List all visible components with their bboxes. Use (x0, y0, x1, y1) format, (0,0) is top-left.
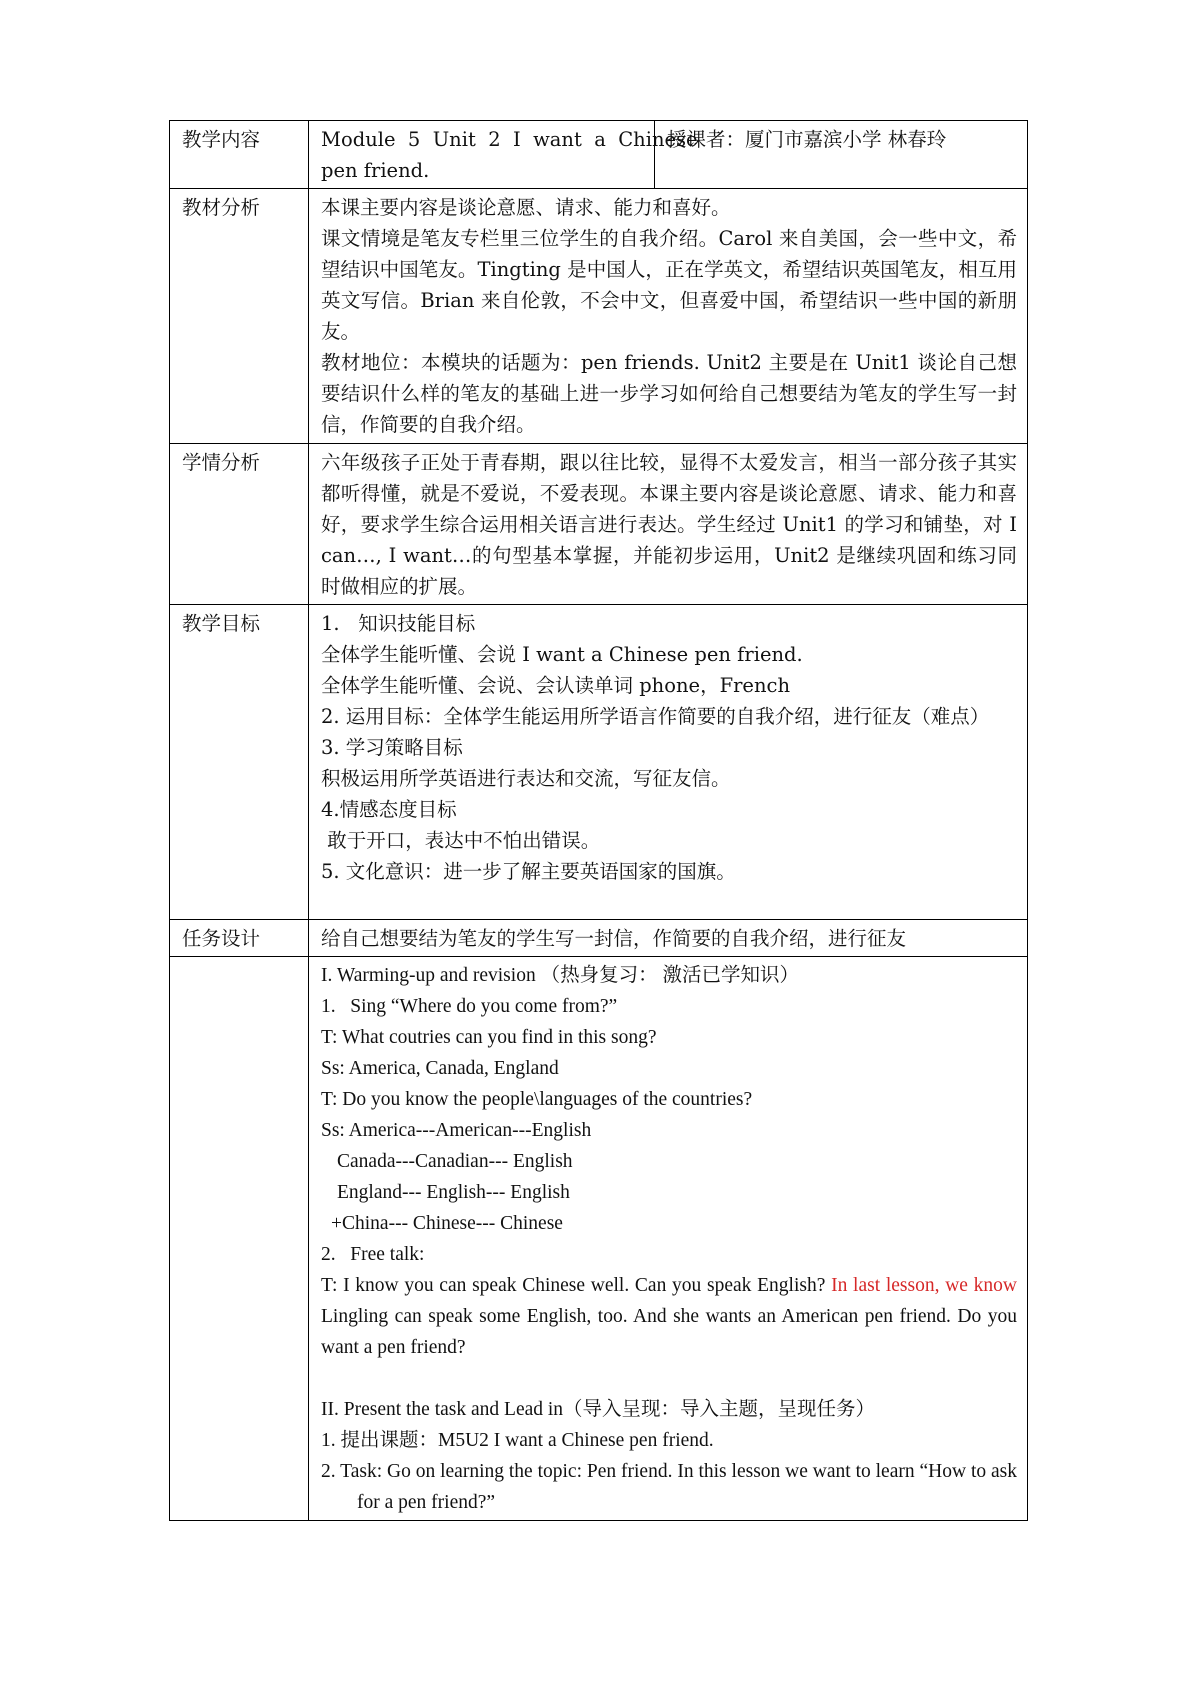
answer-england: England--- English--- English (337, 1182, 570, 1203)
label-teaching-content: 教学内容 (170, 121, 309, 189)
teacher-cell (655, 121, 1028, 189)
material-analysis-cell (309, 189, 1028, 444)
warmup-heading: I. Warming-up and revision （热身复习： 激活已学知识） (321, 965, 799, 986)
objective-line: 全体学生能听懂、会说 I want a Chinese pen friend. (321, 643, 803, 666)
label-procedure-empty (170, 957, 309, 1521)
row-objectives (170, 605, 1028, 920)
row-content (170, 121, 1028, 189)
free-talk-red-note: In last lesson, we know (831, 1275, 1017, 1296)
lesson-title-line1: Module 5 Unit 2 I want a Chinese (321, 128, 698, 151)
teacher-info: 授课者：厦门市嘉滨小学 林春玲 (667, 128, 947, 151)
material-paragraph-3: 教材地位：本模块的话题为：pen friends. Unit2 主要是在 Unit1 谈论自己想要结识什么样的笔友的基础上进一步学习如何给自己想要结为笔友的学生写一封信，作简要的自我介绍。 (321, 351, 1017, 436)
task-step: 2. Task: Go on learning the topic: Pen friend. In this lesson we want to learn “How to ask for a pen friend?” (321, 1461, 1017, 1513)
students-answer-2: Ss: America---American---English (321, 1120, 592, 1141)
blank-line (321, 1363, 1017, 1394)
teacher-question-1: T: What coutries can you find in this song? (321, 1027, 657, 1048)
lesson-title-cell (309, 121, 698, 189)
material-paragraph-1: 本课主要内容是谈论意愿、请求、能力和喜好。 (321, 196, 731, 219)
label-student-analysis: 学情分析 (170, 444, 309, 605)
objective-line: 4.情感态度目标 (321, 798, 457, 821)
objective-line: 积极运用所学英语进行表达和交流，写征友信。 (321, 767, 731, 790)
objectives-cell (309, 605, 1028, 920)
row-student-analysis (170, 444, 1028, 605)
lesson-plan-table (169, 120, 1028, 1521)
row-task-design (170, 920, 1028, 957)
objective-line: 敢于开口，表达中不怕出错误。 (321, 829, 601, 852)
free-talk-part-1: T: I know you can speak Chinese well. Can you speak English? (321, 1275, 832, 1296)
students-answer-1: Ss: America, Canada, England (321, 1058, 559, 1079)
sing-step: 1. Sing “Where do you come from?” (321, 996, 618, 1017)
objective-line: 3. 学习策略目标 (321, 736, 463, 759)
objective-line: 全体学生能听懂、会说、会认读单词 phone，French (321, 674, 791, 697)
task-design-cell (309, 920, 1028, 957)
objective-line: 1. 知识技能目标 (321, 612, 476, 635)
row-procedure (170, 957, 1028, 1521)
material-paragraph-2: 课文情境是笔友专栏里三位学生的自我介绍。Carol 来自美国，会一些中文，希望结识中国笔友。Tingting 是中国人，正在学英文，希望结识英国笔友，相互用英文写信。Brian 来自伦敦，不会中文，但喜爱中国，希望结识一些中国的新朋友。 (321, 227, 1017, 343)
label-objectives: 教学目标 (170, 605, 309, 920)
teacher-free-talk (321, 1270, 1017, 1363)
objective-line: 2. 运用目标：全体学生能运用所学语言作简要的自我介绍，进行征友（难点） (321, 705, 990, 728)
procedure-cell (309, 957, 1028, 1521)
free-talk-step: 2. Free talk: (321, 1244, 425, 1265)
objective-line: 5. 文化意识：进一步了解主要英语国家的国旗。 (321, 860, 736, 883)
lesson-title-line2: pen friend. (321, 159, 430, 182)
answer-canada: Canada---Canadian--- English (337, 1151, 573, 1172)
free-talk-part-2: Lingling can speak some English, too. And she wants an American pen friend. Do you want a pen friend? (321, 1306, 1017, 1358)
topic-step: 1. 提出课题：M5U2 I want a Chinese pen friend. (321, 1430, 714, 1451)
present-heading: II. Present the task and Lead in（导入呈现：导入主题，呈现任务） (321, 1399, 876, 1420)
teacher-question-2: T: Do you know the people\languages of the countries? (321, 1089, 753, 1110)
label-material-analysis: 教材分析 (170, 189, 309, 444)
student-paragraph-1: 六年级孩子正处于青春期，跟以往比较，显得不太爱发言，相当一部分孩子其实都听得懂，就是不爱说，不爱表现。本课主要内容是谈论意愿、请求、能力和喜好，要求学生综合运用相关语言进行表达。学生经过 Unit1 的学习和铺垫，对 I can…, I want…的句型基本掌握，并能初步运用，Unit2 是继续巩固和练习同时做相应的扩展。 (321, 451, 1017, 598)
label-task-design: 任务设计 (170, 920, 309, 957)
answer-china: +China--- Chinese--- Chinese (331, 1213, 563, 1234)
student-analysis-cell (309, 444, 1028, 605)
task-design-text: 给自己想要结为笔友的学生写一封信，作简要的自我介绍，进行征友 (321, 927, 907, 950)
row-material-analysis (170, 189, 1028, 444)
